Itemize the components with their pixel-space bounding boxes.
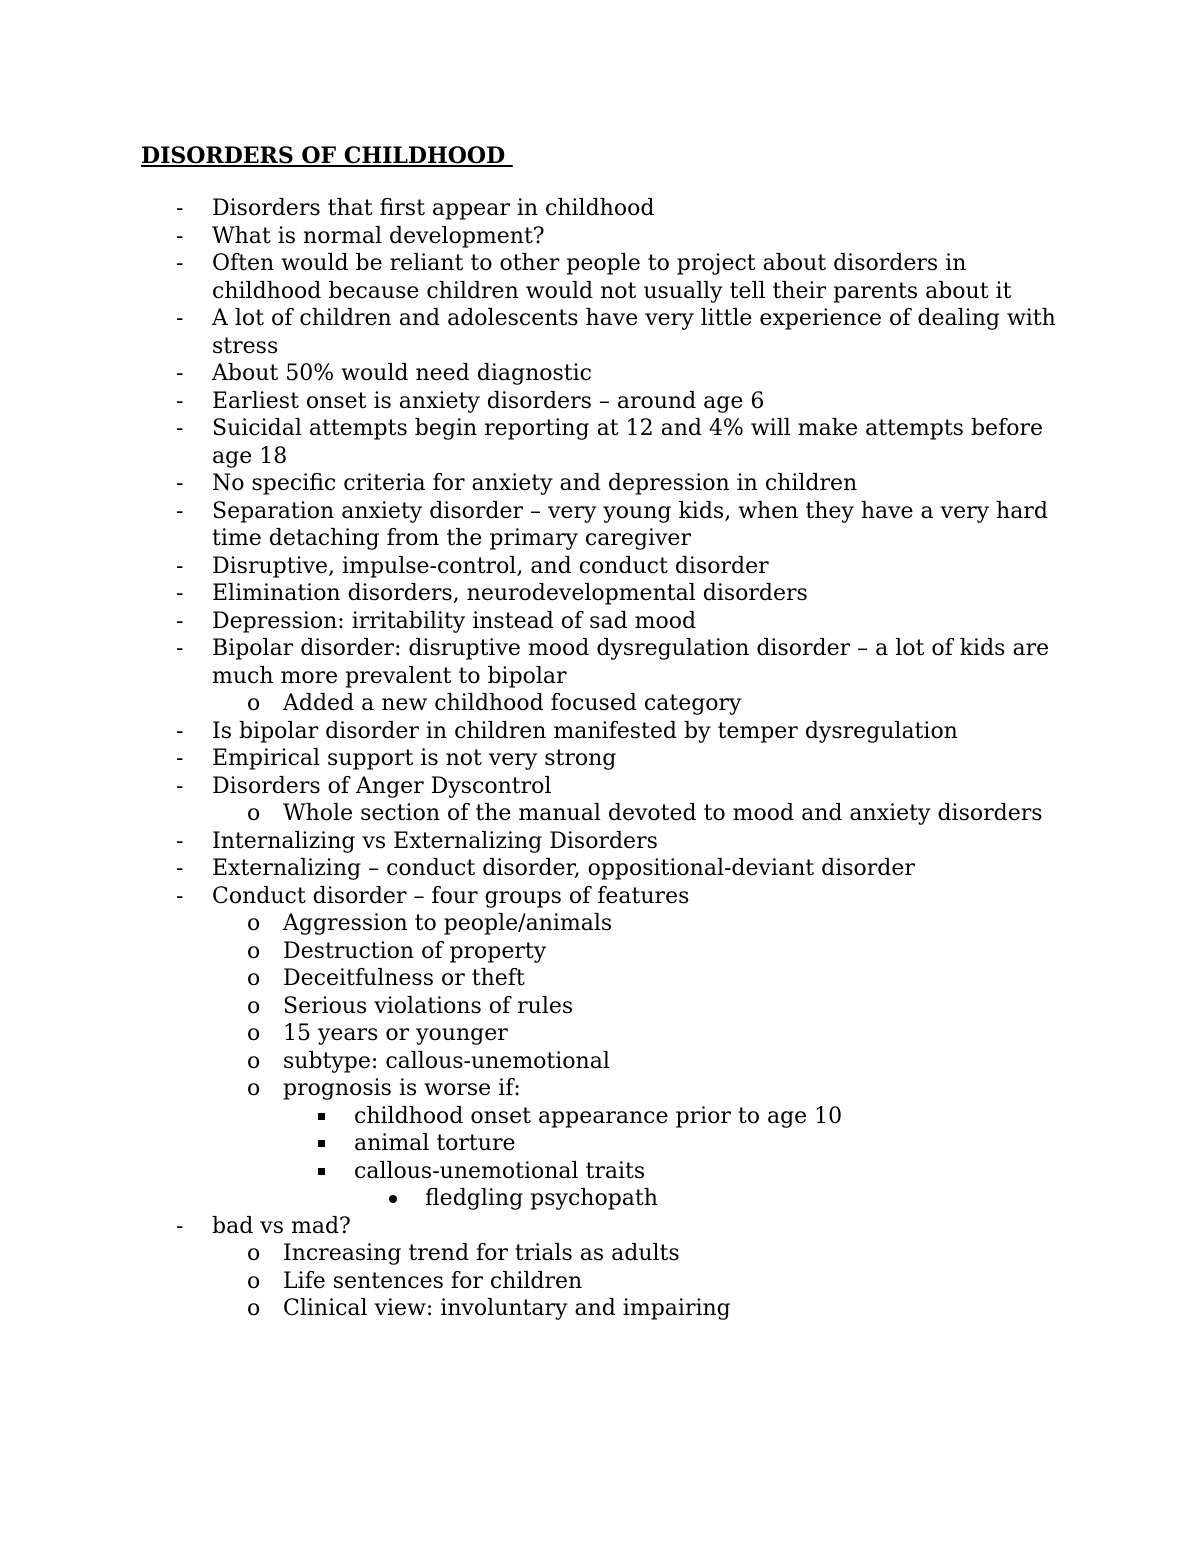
dash-bullet-marker: - (176, 361, 184, 386)
list-item (0, 1048, 1200, 1076)
list-item (0, 690, 1200, 718)
round-bullet-icon (389, 1195, 397, 1203)
list-item-text: What is normal development? (212, 223, 545, 249)
list-item-text: About 50% would need diagnostic (212, 361, 592, 386)
circle-bullet-marker: o (247, 938, 261, 964)
list-item-text: bad vs mad? (212, 1213, 351, 1239)
dash-bullet-marker: - (176, 883, 184, 909)
list-item (0, 470, 1200, 498)
dash-bullet-marker: - (176, 746, 184, 771)
list-item (0, 635, 1200, 690)
list-item (0, 883, 1200, 911)
circle-bullet-marker: o (247, 1076, 261, 1101)
list-item (0, 250, 1200, 305)
list-item (0, 855, 1200, 883)
list-item-text: Suicidal attempts begin reporting at 12 and 4% will make attempts before age 18 (212, 416, 1043, 469)
dash-bullet-marker: - (176, 581, 184, 606)
list-item (0, 993, 1200, 1021)
circle-bullet-marker: o (247, 1296, 261, 1321)
list-item (0, 1075, 1200, 1103)
list-item-text: Earliest onset is anxiety disorders – around age 6 (212, 388, 765, 414)
list-item (0, 1103, 1200, 1131)
list-item (0, 415, 1200, 470)
list-item-text: Is bipolar disorder in children manifested by temper dysregulation (212, 718, 958, 744)
list-item-text: Elimination disorders, neurodevelopmental disorders (212, 581, 808, 606)
list-item-text: Deceitfulness or theft (283, 966, 525, 991)
list-item-text: prognosis is worse if: (283, 1076, 521, 1101)
list-item-text: Aggression to people/animals (283, 911, 613, 936)
list-item (0, 718, 1200, 746)
dash-bullet-marker: - (176, 251, 184, 276)
list-item-text: callous-unemotional traits (354, 1158, 646, 1184)
list-item-text: Life sentences for children (283, 1268, 583, 1294)
list-item-text: Often would be reliant to other people to project about disorders in childhood because children would not usually tell their parents about it (212, 251, 1012, 304)
list-item-text: animal torture (354, 1131, 516, 1156)
list-item-text: Increasing trend for trials as adults (283, 1241, 680, 1266)
list-item-text: No specific criteria for anxiety and depression in children (212, 471, 858, 496)
list-item (0, 360, 1200, 388)
dash-bullet-marker: - (176, 388, 184, 414)
dash-bullet-marker: - (176, 608, 184, 634)
list-item-text: Depression: irritability instead of sad mood (212, 608, 697, 634)
list-item-text: Conduct disorder – four groups of features (212, 883, 690, 909)
circle-bullet-marker: o (247, 1048, 261, 1074)
dash-bullet-marker: - (176, 553, 184, 579)
circle-bullet-marker: o (247, 1268, 261, 1294)
circle-bullet-marker: o (247, 993, 261, 1019)
list-item-text: Disruptive, impulse-control, and conduct disorder (212, 553, 769, 579)
list-item-text: Disorders of Anger Dyscontrol (212, 773, 552, 799)
list-item (0, 773, 1200, 801)
dash-bullet-marker: - (176, 306, 184, 331)
list-item (0, 580, 1200, 608)
list-item-text: Bipolar disorder: disruptive mood dysregulation disorder – a lot of kids are much more prevalent to bipolar (212, 636, 1050, 689)
list-item-text: Internalizing vs Externalizing Disorders (212, 828, 658, 854)
list-item (0, 800, 1200, 828)
list-item (0, 1020, 1200, 1048)
square-bullet-icon (318, 1113, 325, 1120)
list-item (0, 1130, 1200, 1158)
circle-bullet-marker: o (247, 966, 261, 991)
list-item-text: Clinical view: involuntary and impairing (283, 1296, 731, 1321)
square-bullet-icon (318, 1140, 325, 1147)
circle-bullet-marker: o (247, 1021, 261, 1046)
circle-bullet-marker: o (247, 801, 261, 826)
list-item (0, 1268, 1200, 1296)
list-item-text: Whole section of the manual devoted to mood and anxiety disorders (283, 801, 1043, 826)
list-item (0, 195, 1200, 223)
list-item (0, 388, 1200, 416)
list-item-text: Separation anxiety disorder – very young kids, when they have a very hard time detaching from the primary caregiver (212, 498, 1048, 551)
list-item-text: Serious violations of rules (283, 993, 574, 1019)
list-item-text: Added a new childhood focused category (283, 691, 742, 716)
list-item-text: 15 years or younger (283, 1021, 508, 1046)
list-item-text: childhood onset appearance prior to age 10 (354, 1103, 843, 1129)
list-item (0, 1240, 1200, 1268)
circle-bullet-marker: o (247, 691, 261, 716)
list-item-text: A lot of children and adolescents have very little experience of dealing with stress (212, 306, 1056, 359)
list-item (0, 1158, 1200, 1186)
list-item-text: Disorders that first appear in childhood (212, 196, 655, 221)
list-item (0, 828, 1200, 856)
square-bullet-icon (318, 1168, 325, 1175)
list-item (0, 608, 1200, 636)
dash-bullet-marker: - (176, 718, 184, 744)
dash-bullet-marker: - (176, 828, 184, 854)
bullet-list (0, 195, 1200, 1323)
list-item-text: fledgling psychopath (425, 1186, 658, 1211)
list-item (0, 305, 1200, 360)
circle-bullet-marker: o (247, 911, 261, 936)
list-item (0, 553, 1200, 581)
list-item (0, 1213, 1200, 1241)
list-item (0, 745, 1200, 773)
dash-bullet-marker: - (176, 416, 184, 441)
dash-bullet-marker: - (176, 498, 184, 524)
circle-bullet-marker: o (247, 1241, 261, 1266)
list-item-text: Externalizing – conduct disorder, oppositional-deviant disorder (212, 856, 915, 881)
list-item (0, 498, 1200, 553)
list-item-text: Empirical support is not very strong (212, 746, 617, 771)
list-item (0, 938, 1200, 966)
dash-bullet-marker: - (176, 856, 184, 881)
dash-bullet-marker: - (176, 773, 184, 799)
list-item (0, 965, 1200, 993)
list-item-text: Destruction of property (283, 938, 547, 964)
dash-bullet-marker: - (176, 1213, 184, 1239)
dash-bullet-marker: - (176, 471, 184, 496)
list-item (0, 1185, 1200, 1213)
list-item-text: subtype: callous-unemotional (283, 1048, 610, 1074)
dash-bullet-marker: - (176, 223, 184, 249)
document-title: DISORDERS OF CHILDHOOD (141, 143, 513, 169)
list-item (0, 910, 1200, 938)
list-item (0, 1295, 1200, 1323)
dash-bullet-marker: - (176, 196, 184, 221)
list-item (0, 223, 1200, 251)
dash-bullet-marker: - (176, 636, 184, 661)
